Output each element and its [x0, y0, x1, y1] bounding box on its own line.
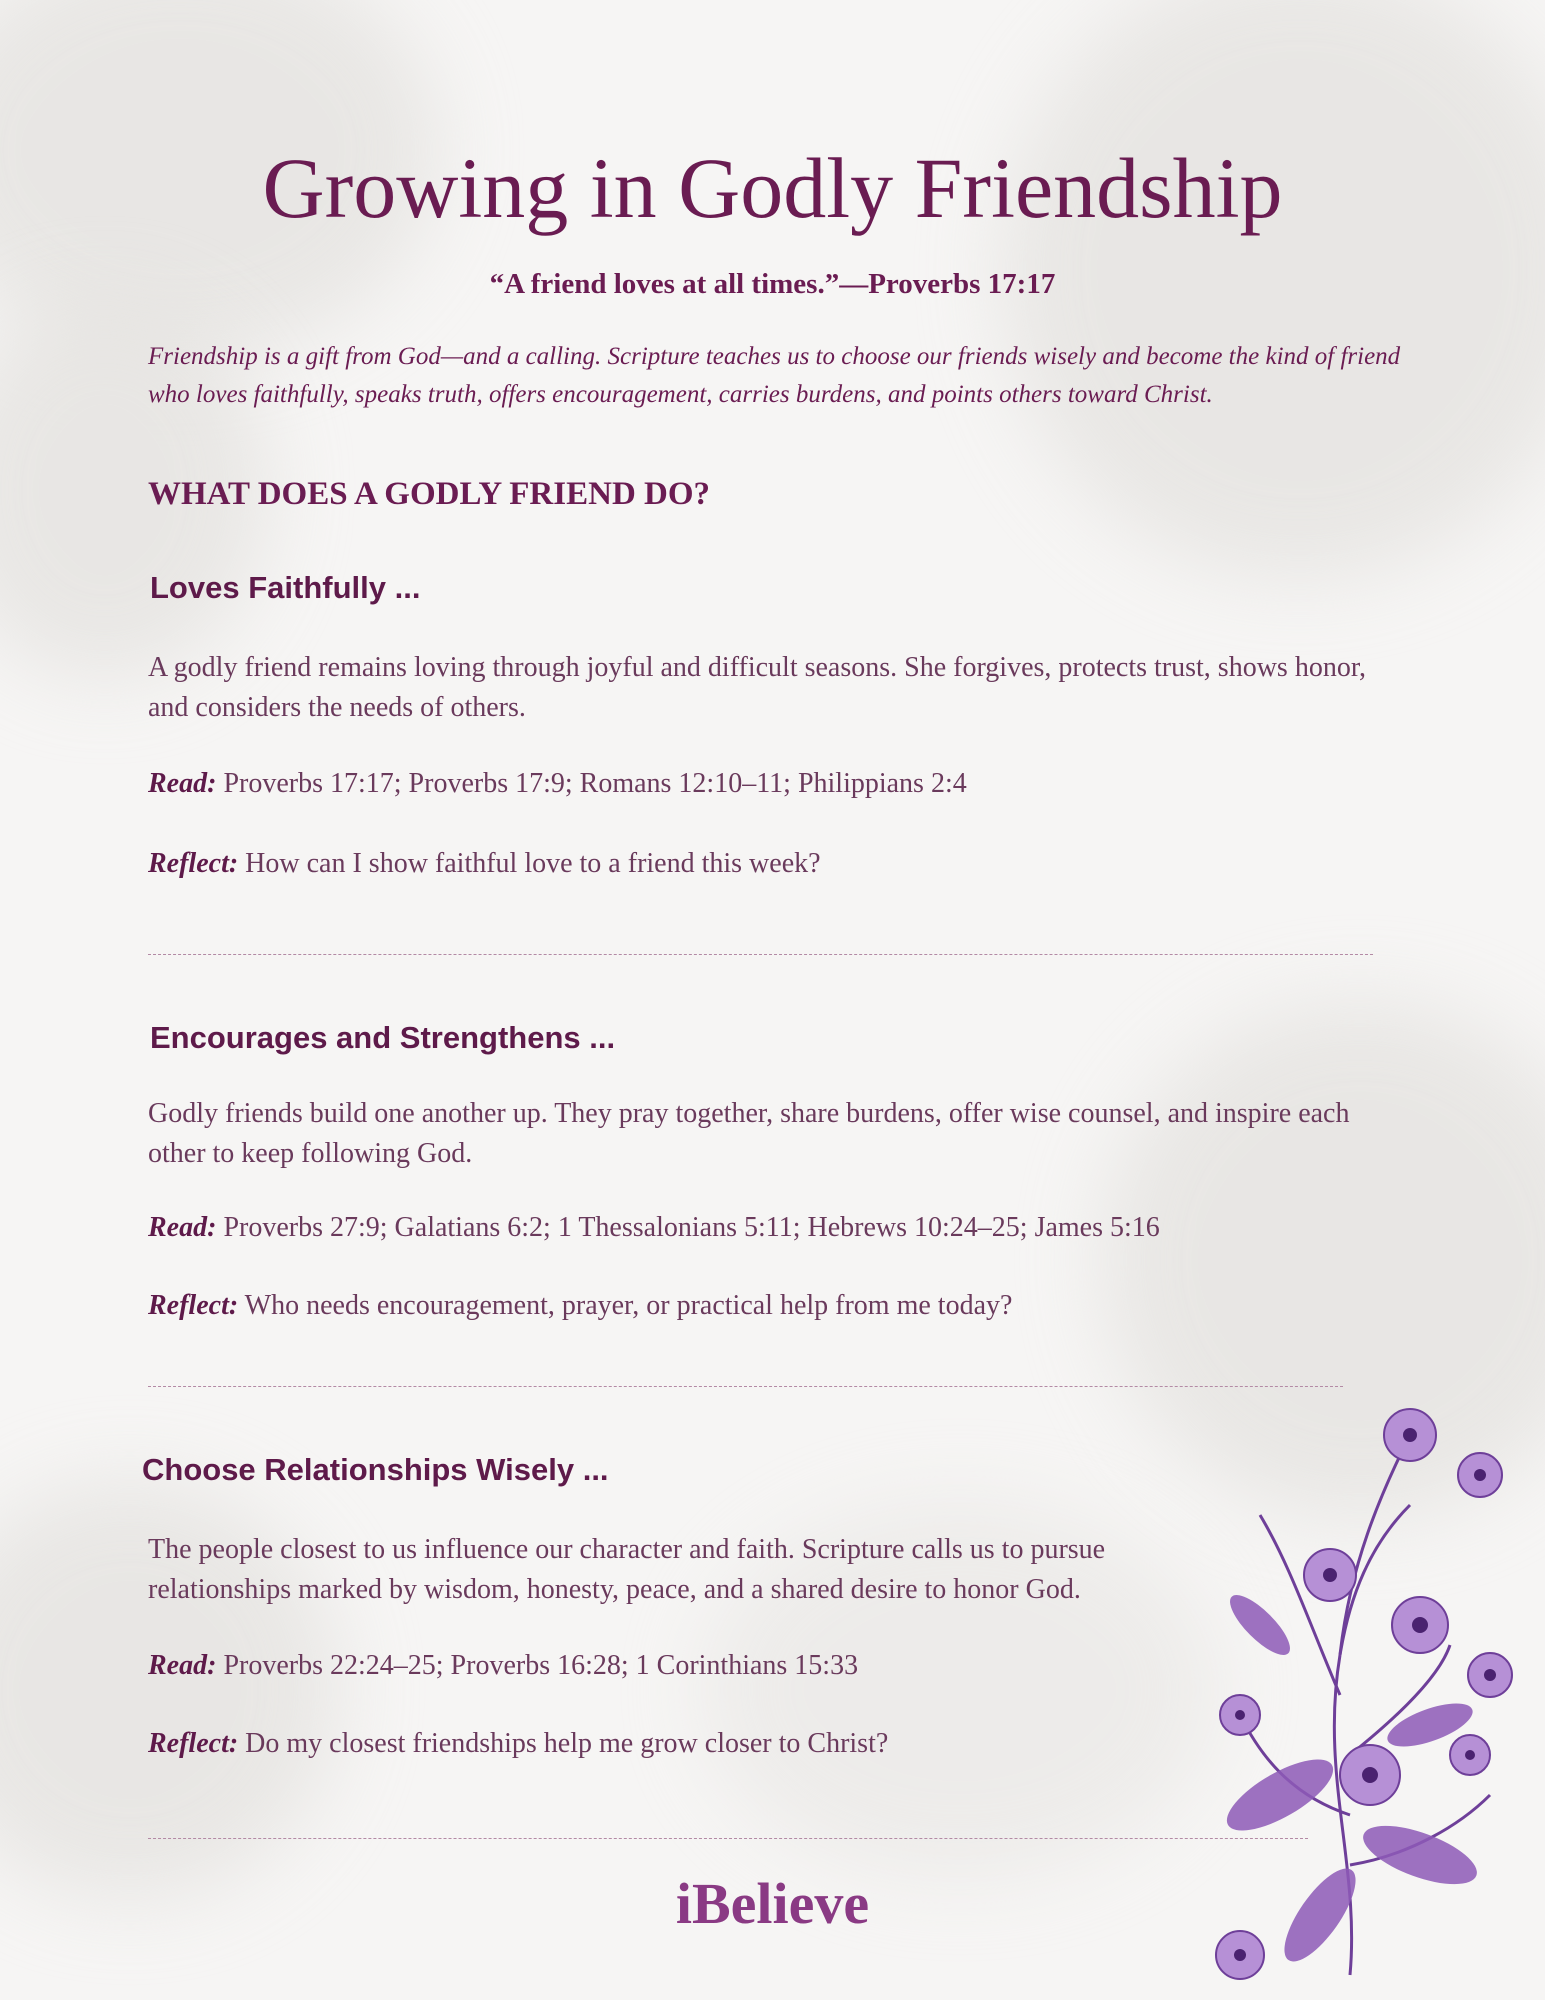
read-line	[148, 768, 967, 800]
reflect-question: How can I show faithful love to a friend this week?	[245, 848, 821, 879]
read-label: Read:	[148, 1212, 217, 1243]
reflect-label: Reflect:	[148, 1290, 239, 1321]
reflect-label: Reflect:	[148, 1728, 239, 1759]
writing-line	[148, 1386, 1343, 1387]
ibelieve-logo: iBelieve	[675, 1871, 870, 1936]
read-references: Proverbs 17:17; Proverbs 17:9; Romans 12:10–11; Philippians 2:4	[223, 768, 967, 799]
section-heading-encourages: Encourages and Strengthens ...	[150, 1020, 616, 1055]
reflect-line	[148, 1728, 888, 1760]
read-label: Read:	[148, 1650, 217, 1681]
read-references: Proverbs 27:9; Galatians 6:2; 1 Thessalonians 5:11; Hebrews 10:24–25; James 5:16	[223, 1212, 1160, 1243]
section-heading-choose-wisely: Choose Relationships Wisely ...	[142, 1452, 609, 1487]
read-line	[148, 1650, 858, 1682]
writing-line	[148, 954, 1373, 955]
reflect-question: Who needs encouragement, prayer, or practical help from me today?	[244, 1290, 1013, 1321]
section-body: A godly friend remains loving through joyful and difficult seasons. She forgives, protects trust, shows honor, and considers the needs of others.	[148, 652, 1367, 723]
reflect-line	[148, 848, 821, 880]
section-body: Godly friends build one another up. They pray together, share burdens, offer wise counsel, and inspire each other to keep following God.	[148, 1098, 1350, 1169]
reflect-line	[148, 1290, 1012, 1322]
read-label: Read:	[148, 768, 217, 799]
page-title: Growing in Godly Friendship	[262, 140, 1283, 236]
section-body: The people closest to us influence our character and faith. Scripture calls us to pursue relationships marked by wisdom, honesty, peace, and a shared desire to honor God.	[148, 1534, 1106, 1605]
intro-paragraph: Friendship is a gift from God—and a calling. Scripture teaches us to choose our friends wisely and become the kind of friend who loves faithfully, speaks truth, offers encouragement, carries burdens, and points others toward Christ.	[148, 343, 1401, 408]
reflect-question: Do my closest friendships help me grow closer to Christ?	[245, 1728, 889, 1759]
purple-flower-bouquet-icon	[1200, 1395, 1540, 1995]
section-question-heading: WHAT DOES A GODLY FRIEND DO?	[148, 476, 711, 512]
reflect-label: Reflect:	[148, 848, 239, 879]
key-verse: “A friend loves at all times.”—Proverbs 17:17	[489, 268, 1056, 300]
section-heading-loves-faithfully: Loves Faithfully ...	[150, 570, 421, 605]
writing-line	[148, 1838, 1308, 1839]
read-line	[148, 1212, 1160, 1244]
read-references: Proverbs 22:24–25; Proverbs 16:28; 1 Corinthians 15:33	[223, 1650, 859, 1681]
